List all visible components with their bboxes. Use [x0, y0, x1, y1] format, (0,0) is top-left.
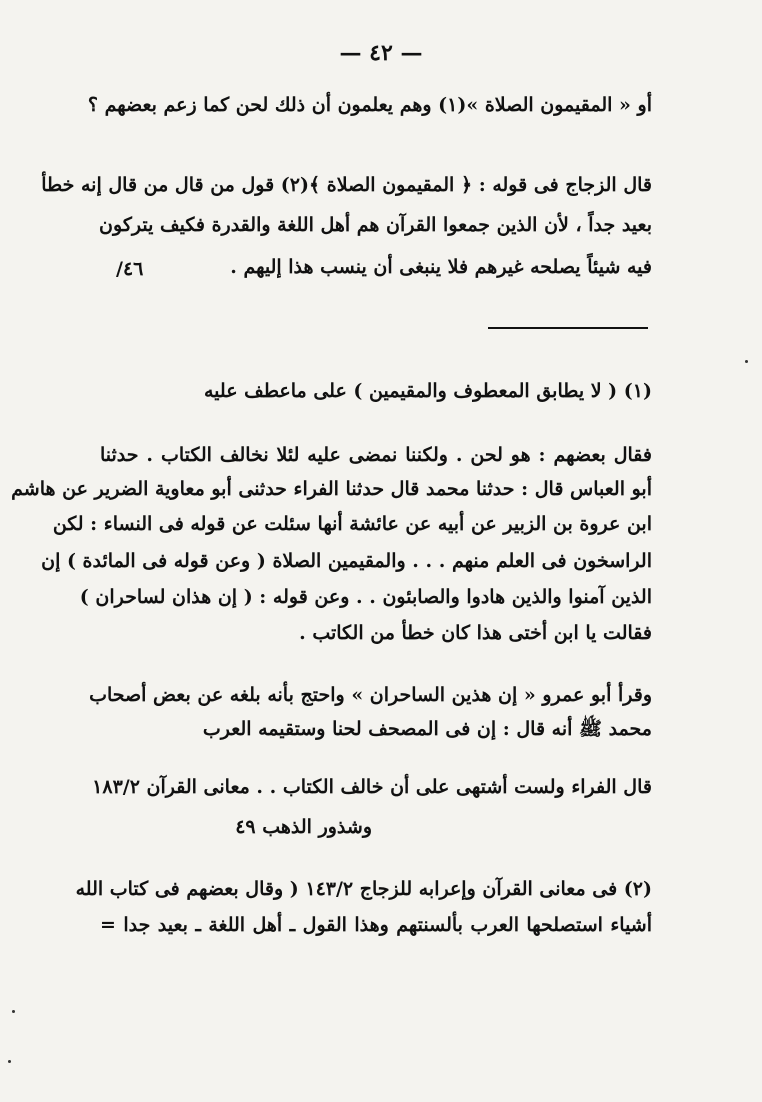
footnote-1-line-6: فقالت يا ابن أختى هذا كان خطأ من الكاتب . — [299, 622, 652, 644]
footnote-1-line-2: أبو العباس قال : حدثنا محمد قال حدثنا الفراء حدثنى أبو معاوية الضرير عن هاشم — [11, 478, 652, 500]
footnote-2-line-1: (٢) فى معانى القرآن وإعرابه للزجاج ١٤٣/٢ ( وقال بعضهم فى كتاب الله — [75, 878, 652, 900]
zajjaj-line-1: قال الزجاج فى قوله : ﴿ المقيمون الصلاة ﴾(٢) قول من قال من قال إنه خطأ — [41, 174, 652, 196]
abu-amr-line-2: محمد ﷺ أنه قال : إن فى المصحف لحنا وستقيمه العرب — [202, 718, 652, 740]
scan-speck — [745, 360, 748, 363]
footnote-1-line-4: الراسخون فى العلم منهم . . . والمقيمين الصلاة ( وعن قوله فى المائدة ) إن — [41, 550, 652, 572]
footnote-separator — [488, 327, 648, 329]
scan-speck — [12, 1010, 15, 1013]
farra-line-1: قال الفراء ولست أشتهى على أن خالف الكتاب . . معانى القرآن ١٨٣/٢ — [92, 776, 652, 798]
page-number: — ٤٢ — — [339, 40, 423, 66]
footnote-1-line-3: ابن عروة بن الزبير عن أبيه عن عائشة أنها سئلت عن قوله فى النساء : لكن — [52, 513, 652, 535]
footnote-1-line-1: فقال بعضهم : هو لحن . ولكننا نمضى عليه لئلا نخالف الكتاب . حدثنا — [100, 444, 652, 466]
margin-reference: ٤٦/ — [116, 258, 144, 280]
zajjaj-line-3: فيه شيئاً يصلحه غيرهم فلا ينبغى أن ينسب هذا إليهم . — [230, 256, 652, 278]
abu-amr-line-1: وقرأ أبو عمرو « إن هذين الساحران » واحتج بأنه بلغه عن بعض أصحاب — [89, 684, 652, 706]
farra-line-2: وشذور الذهب ٤٩ — [235, 816, 372, 838]
footnote-1-heading: (١) ( لا يطابق المعطوف والمقيمين ) على ماعطف عليه — [204, 380, 652, 402]
footnote-1-line-5: الذين آمنوا والذين هادوا والصابئون . . وعن قوله : ( إن هذان لساحران ) — [79, 586, 652, 608]
intro-line: أو « المقيمون الصلاة »(١) وهم يعلمون أن ذلك لحن كما زعم بعضهم ؟ — [87, 94, 652, 116]
footnote-2-line-2: أشياء استصلحها العرب بألسنتهم وهذا القول ـ أهل اللغة ـ بعيد جدا = — [100, 914, 652, 936]
scan-speck — [8, 1060, 11, 1063]
zajjaj-line-2: بعيد جداً ، لأن الذين جمعوا القرآن هم أهل اللغة والقدرة فكيف يتركون — [99, 214, 652, 236]
